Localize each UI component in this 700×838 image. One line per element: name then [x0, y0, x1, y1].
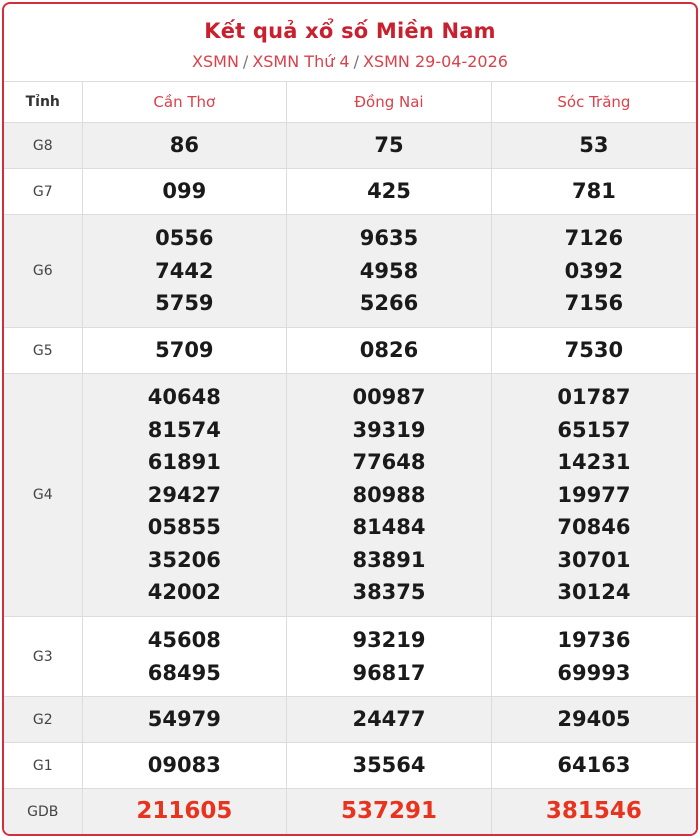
prize-number: 781	[571, 179, 616, 204]
prize-number: 65157	[557, 417, 631, 442]
prize-number: 86	[169, 133, 199, 158]
breadcrumb-separator: /	[353, 52, 359, 71]
prize-number: 099	[162, 179, 207, 204]
breadcrumb-link-xsmn[interactable]: XSMN	[192, 52, 239, 71]
prize-number: 81484	[352, 515, 426, 540]
table-row	[4, 328, 696, 374]
prize-cell	[287, 123, 492, 169]
prize-number: 4958	[359, 258, 419, 283]
prize-cell	[491, 789, 696, 835]
prize-cell	[82, 374, 287, 617]
prize-number: 29427	[147, 482, 221, 507]
breadcrumb	[4, 52, 696, 71]
table-row	[4, 169, 696, 215]
prize-cell	[287, 743, 492, 789]
prize-cell	[491, 743, 696, 789]
prize-number: 70846	[557, 515, 631, 540]
special-prize-number: 537291	[340, 798, 437, 825]
prize-cell	[287, 328, 492, 374]
prize-label: G5	[4, 328, 82, 374]
prize-cell	[287, 215, 492, 328]
prize-number: 00987	[352, 384, 426, 409]
special-prize-number: 211605	[136, 798, 233, 825]
table-row	[4, 697, 696, 743]
prize-label: G4	[4, 374, 82, 617]
prize-number: 5266	[359, 291, 419, 316]
prize-cell	[82, 169, 287, 215]
column-header-province: Tỉnh	[4, 82, 82, 123]
prize-number: 42002	[147, 580, 221, 605]
prize-number: 01787	[557, 384, 631, 409]
prize-number: 69993	[557, 660, 631, 685]
prize-number: 80988	[352, 482, 426, 507]
prize-cell	[287, 617, 492, 697]
breadcrumb-link-date[interactable]: XSMN 29-04-2026	[363, 52, 508, 71]
prize-number: 77648	[352, 450, 426, 475]
prize-cell	[82, 743, 287, 789]
prize-cell	[491, 374, 696, 617]
prize-cell	[287, 169, 492, 215]
prize-number: 0826	[359, 338, 419, 363]
table-row	[4, 215, 696, 328]
prize-cell	[82, 328, 287, 374]
prize-number: 7530	[564, 338, 624, 363]
prize-cell	[491, 215, 696, 328]
prize-label: G2	[4, 697, 82, 743]
prize-number: 30701	[557, 547, 631, 572]
prize-label: G8	[4, 123, 82, 169]
prize-number: 5709	[155, 338, 214, 363]
prize-number: 38375	[352, 580, 426, 605]
prize-cell	[287, 789, 492, 835]
results-table	[4, 81, 696, 835]
prize-number: 09083	[147, 753, 221, 778]
prize-cell	[491, 123, 696, 169]
prize-label: G1	[4, 743, 82, 789]
prize-number: 7442	[155, 258, 214, 283]
table-row	[4, 743, 696, 789]
table-header-row	[4, 82, 696, 123]
prize-number: 53	[579, 133, 609, 158]
prize-cell	[82, 697, 287, 743]
prize-number: 61891	[147, 450, 221, 475]
prize-number: 64163	[557, 753, 631, 778]
prize-number: 24477	[352, 707, 426, 732]
prize-number: 81574	[147, 417, 221, 442]
column-header-province-1[interactable]: Cần Thơ	[82, 82, 287, 123]
prize-number: 39319	[352, 417, 426, 442]
prize-number: 5759	[155, 291, 214, 316]
prize-number: 83891	[352, 547, 426, 572]
results-card	[2, 2, 698, 836]
prize-number: 35206	[147, 547, 221, 572]
prize-number: 19977	[557, 482, 631, 507]
prize-cell	[82, 617, 287, 697]
results-header	[4, 4, 696, 81]
prize-number: 54979	[147, 707, 221, 732]
prize-label: G7	[4, 169, 82, 215]
prize-cell	[82, 215, 287, 328]
prize-number: 29405	[557, 707, 631, 732]
table-row	[4, 123, 696, 169]
prize-cell	[82, 789, 287, 835]
prize-cell	[491, 328, 696, 374]
breadcrumb-separator: /	[242, 52, 249, 71]
special-prize-number: 381546	[545, 798, 642, 825]
results-body	[4, 123, 696, 835]
table-row	[4, 374, 696, 617]
column-header-province-2[interactable]: Đồng Nai	[287, 82, 492, 123]
prize-label: G6	[4, 215, 82, 328]
prize-number: 0556	[155, 226, 214, 251]
page-title: Kết quả xổ số Miền Nam	[204, 19, 496, 43]
breadcrumb-link-weekday[interactable]: XSMN Thứ 4	[252, 52, 350, 71]
prize-number: 68495	[147, 660, 221, 685]
prize-number: 93219	[352, 627, 426, 652]
prize-number: 35564	[352, 753, 426, 778]
prize-cell	[491, 617, 696, 697]
prize-number: 30124	[557, 580, 631, 605]
prize-cell	[491, 697, 696, 743]
prize-cell	[287, 697, 492, 743]
prize-number: 96817	[352, 660, 426, 685]
prize-number: 40648	[147, 384, 221, 409]
prize-number: 45608	[147, 627, 221, 652]
prize-number: 0392	[564, 258, 624, 283]
prize-number: 9635	[359, 226, 419, 251]
prize-label: GDB	[4, 789, 82, 835]
table-row	[4, 617, 696, 697]
prize-number: 7156	[564, 291, 624, 316]
prize-cell	[491, 169, 696, 215]
prize-number: 425	[367, 179, 411, 204]
prize-number: 14231	[557, 450, 631, 475]
prize-number: 05855	[147, 515, 221, 540]
prize-cell	[287, 374, 492, 617]
prize-label: G3	[4, 617, 82, 697]
column-header-province-3[interactable]: Sóc Trăng	[491, 82, 696, 123]
prize-number: 75	[374, 133, 404, 158]
table-row	[4, 789, 696, 835]
prize-number: 19736	[557, 627, 631, 652]
prize-number: 7126	[564, 226, 624, 251]
prize-cell	[82, 123, 287, 169]
